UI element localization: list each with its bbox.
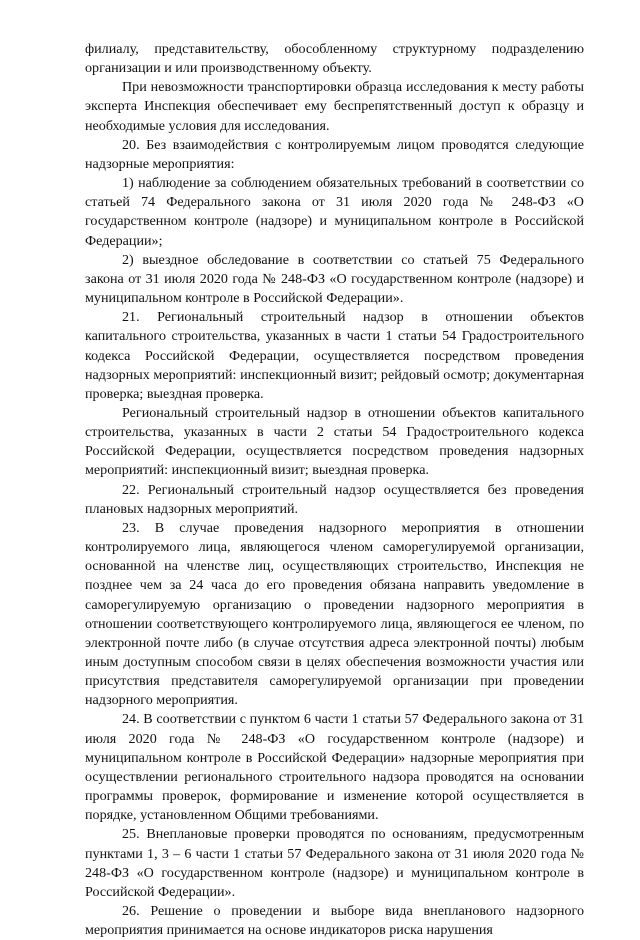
paragraph-continuation: филиалу, представительству, обособленному структурному подразделению организации и или производственному объекту. — [85, 41, 584, 77]
paragraph-20-item-1: 1) наблюдение за соблюдением обязательных требований в соответствии со статьей 74 Федерального закона от 31 июля 2020 года № 248-ФЗ «О государственном контроле (надзоре) и муниципальном контроле в Российской Федерации»; — [85, 175, 584, 249]
paragraph-20: 20. Без взаимодействия с контролируемым лицом проводятся следующие надзорные мероприятия: — [85, 136, 584, 172]
paragraph-sample-access: При невозможности транспортировки образца исследования к месту работы эксперта Инспекция обеспечивает ему беспрепятственный доступ к образцу и необходимые условия для исследования. — [85, 79, 584, 134]
paragraph-25: 25. Внеплановые проверки проводятся по основаниям, предусмотренным пунктами 1, 3 – 6 части 1 статьи 57 Федерального закона от 31 июля 2020 года № 248-ФЗ «О государственном контроле (надзоре) и муниципальном контроле в Российской Федерации». — [85, 826, 584, 900]
paragraph-26: 26. Решение о проведении и выборе вида внепланового надзорного мероприятия принимается на основе индикаторов риска нарушения — [85, 903, 584, 939]
paragraph-23: 23. В случае проведения надзорного мероприятия в отношении контролируемого лица, являющегося членом саморегулируемой организации, основанной на членстве лиц, осуществляющих строительство, Инспекция не позднее чем за 24 часа до его проведения обязана направить уведомление в саморегулируемую организацию о проведении надзорного мероприятия в отношении соответствующего контролируемого лица, являющегося ее членом, по электронной почте либо (в случае отсутствия адреса электронной почты) любым иным доступным способом связи в целях обеспечения возможности участия или присутствия представителя саморегулируемой организации при проведении надзорного мероприятия. — [85, 519, 584, 709]
paragraph-22: 22. Региональный строительный надзор осуществляется без проведения плановых надзорных мероприятий. — [85, 481, 584, 517]
paragraph-21: 21. Региональный строительный надзор в отношении объектов капитального строительства, указанных в части 1 статьи 54 Градостроительного кодекса Российской Федерации, осуществляется посредством проведения надзорных мероприятий: инспекционный визит; рейдовый осмотр; документарная проверка; выездная проверка. — [85, 309, 584, 402]
paragraph-21-part-2: Региональный строительный надзор в отношении объектов капитального строительства, указанных в части 2 статьи 54 Градостроительного кодекса Российской Федерации, осуществляется посредством проведения надзорных мероприятий: инспекционный визит; выездная проверка. — [85, 404, 584, 479]
paragraph-20-item-2: 2) выездное обследование в соответствии со статьей 75 Федерального закона от 31 июля 2020 года № 248-ФЗ «О государственном контроле (надзоре) и муниципальном контроле в Российской Федерации». — [85, 251, 584, 307]
paragraph-24: 24. В соответствии с пунктом 6 части 1 статьи 57 Федерального закона от 31 июля 2020 года № 248-ФЗ «О государственном контроле (надзоре) и муниципальном контроле в Российской Федерации» надзорные мероприятия при осуществлении регионального строительного надзора проводятся на основании программы проверок, формирование и изменение которой осуществляется в порядке, установленном Общими требованиями. — [85, 711, 584, 824]
